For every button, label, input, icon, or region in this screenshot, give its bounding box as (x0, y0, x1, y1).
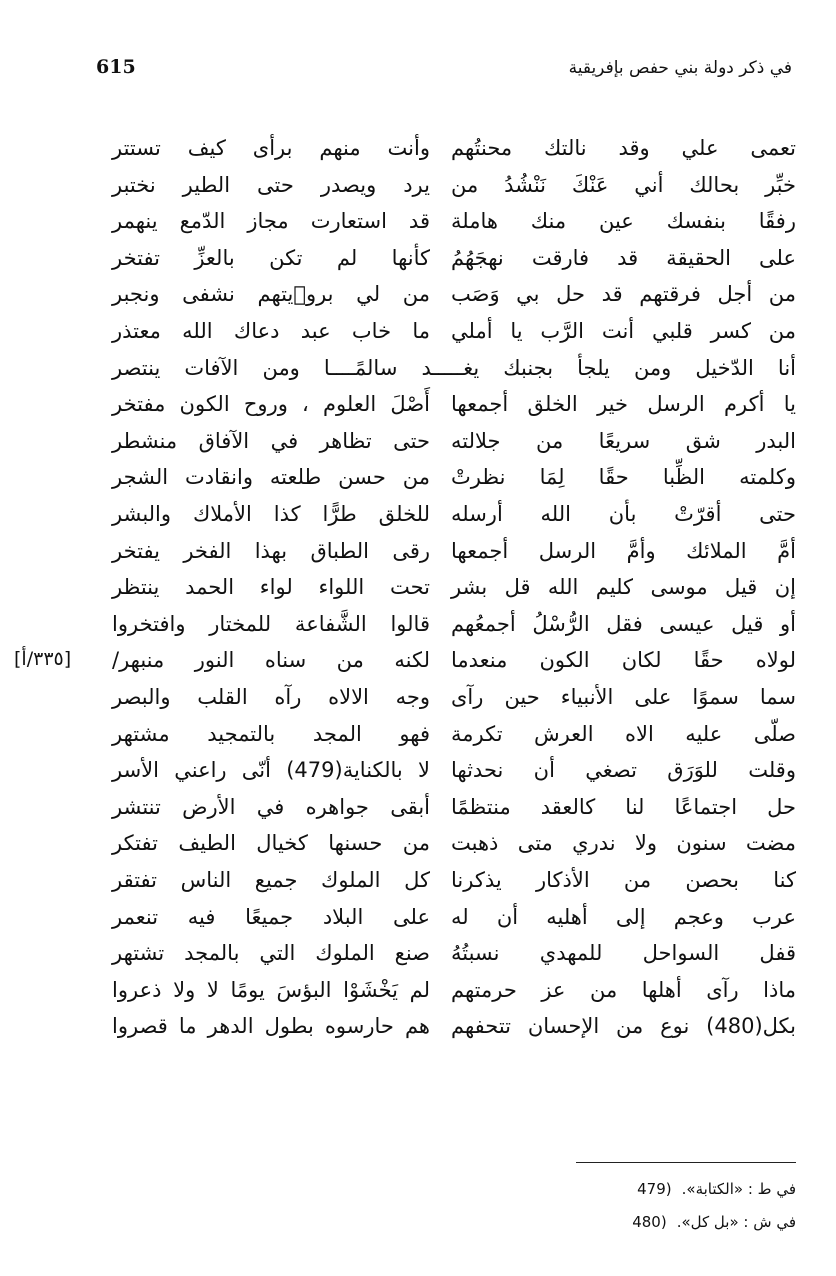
verse-second-hemistich: فهو المجد بالتمجيد مشتهر (112, 721, 430, 746)
verse-second-hemistich: وجه الالاه رآه القلب والبصر (112, 685, 430, 709)
verse-second-hemistich: أبقى جواهره في الأرض تنتشر (112, 794, 430, 819)
verse-second-hemistich: ما خاب عبد دعاك الله معتذر (112, 319, 430, 343)
verse-second-hemistich: قد استعارت مجاز الدّمع ينهمر (112, 209, 430, 234)
verse-first-hemistich: بكل(480) نوع من الإحسان تتحفهم (451, 1014, 796, 1039)
verse-second-hemistich: كأنها لم تكن بالعزِّ تفتخر (112, 245, 430, 270)
verse-second-hemistich: وأنت منهم برأى كيف تستتر (112, 136, 430, 160)
verse-second-hemistich: قالوا الشَّفاعة للمختار وافتخروا (112, 611, 430, 636)
verse-first-hemistich: وقلت للوَرَق تصغي أن نحدثها (451, 758, 796, 783)
verse-first-hemistich: البدر شق سريعًا من جلالته (451, 428, 796, 453)
verse-first-hemistich: تعمى علي وقد نالتك محنتُهم (451, 136, 796, 160)
verse-first-hemistich: على الحقيقة قد فارقت نهجَهُمُ (451, 245, 796, 270)
manuscript-folio-marker: [٣٣٥/أ] (14, 648, 72, 671)
verse-second-hemistich: لم يَخْشَوْا البؤسَ يومًا لا ولا ذعروا (112, 977, 430, 1002)
footnote (637, 1180, 796, 1198)
verse-first-hemistich: عرب وعجم إلى أهليه أن له (451, 904, 796, 929)
verse-second-hemistich: كل الملوك جميع الناس تفتقر (112, 868, 430, 892)
verse-first-hemistich: سما سموًا على الأنبياء حين رآى (451, 685, 796, 709)
verse-second-hemistich: أَصْلَ العلوم ، وروح الكون مفتخر (112, 392, 430, 417)
verse-second-hemistich: حتى تظاهر في الآفاق منشطر (112, 428, 430, 453)
footnote-divider (576, 1162, 796, 1163)
verse-second-hemistich: على البلاد جميعًا فيه تنعمر (112, 904, 430, 929)
verse-second-hemistich: تحت اللواء لواء الحمد ينتظر (112, 575, 430, 600)
verse-first-hemistich: حتى أقرّتْ بأن الله أرسله (451, 502, 796, 526)
footnote-text: في ط : «الكتابة». (681, 1180, 796, 1198)
footnote-number: (479 (637, 1180, 672, 1198)
footnote (632, 1213, 796, 1231)
verse-second-hemistich: يرد ويصدر حتى الطير نختبر (112, 172, 430, 197)
verse-full-line: أنا الدّخيل ومن يلجأ بجنبك يغـــــد سالمًــــا ومن الآفات ينتصر (112, 355, 796, 380)
verse-second-hemistich: للخلق طرًّا كذا الأملاك والبشر (112, 502, 430, 526)
verse-first-hemistich: مضت سنون ولا ندري متى ذهبت (451, 831, 796, 856)
verse-first-hemistich: كنا بحصن من الأذكار يذكرنا (451, 868, 796, 892)
verse-first-hemistich: إن قيل موسى كليم الله قل بشر (451, 575, 796, 600)
verse-first-hemistich: أمَّ الملائك وأمَّ الرسل أجمعها (451, 538, 796, 563)
verse-second-hemistich: صنع الملوك التي بالمجد تشتهر (112, 941, 430, 966)
verse-second-hemistich: هم حارسوه بطول الدهر ما قصروا (112, 1014, 430, 1039)
verse-first-hemistich: حل اجتماعًا لنا كالعقد منتظمًا (451, 794, 796, 819)
verse-first-hemistich: لولاه حقًا لكان الكون منعدما (451, 648, 796, 673)
footnote-number: (480 (632, 1213, 667, 1231)
verse-first-hemistich: قفل السواحل للمهدي نسبتُهُ (451, 941, 796, 966)
verse-second-hemistich: من حسن طلعته وانقادت الشجر (112, 465, 430, 490)
verse-first-hemistich: وكلمته الظِّبا حقًا لِمَا نظرتْ (451, 465, 796, 490)
verse-first-hemistich: من أجل فرقتهم قد حل بي وَصَب (451, 282, 796, 307)
verse-first-hemistich: من كسر قلبي أنت الرَّب يا أملي (451, 319, 796, 343)
page-number: 615 (96, 56, 136, 78)
verse-second-hemistich: من حسنها كخيال الطيف تفتكر (112, 831, 430, 856)
verse-first-hemistich: ماذا رآى أهلها من عز حرمتهم (451, 977, 796, 1002)
verse-first-hemistich: صلّى عليه الاه العرش تكرمة (451, 721, 796, 746)
verse-second-hemistich: لا بالكناية(479) أنّى راعني الأسر (112, 758, 430, 783)
verse-first-hemistich: يا أكرم الرسل خير الخلق أجمعها (451, 392, 796, 417)
verse-second-hemistich: لكنه من سناه النور منبهر/ (112, 648, 430, 673)
verse-second-hemistich: من لي بروٖيتهم نشفى ونجبر (112, 282, 430, 307)
running-head: في ذكر دولة بني حفص بإفريقية (568, 58, 792, 78)
verse-first-hemistich: رفقًا بنفسك عين منك هاملة (451, 209, 796, 234)
verse-second-hemistich: رقى الطباق بهذا الفخر يفتخر (112, 538, 430, 563)
verse-first-hemistich: خبِّر بحالك أني عَنْكَ نَنْشُدُ من (451, 172, 796, 197)
verse-first-hemistich: أو قيل عيسى فقل الرُّسْلُ أجمعُهم (451, 611, 796, 636)
footnote-text: في ش : «بل كل». (676, 1213, 796, 1231)
